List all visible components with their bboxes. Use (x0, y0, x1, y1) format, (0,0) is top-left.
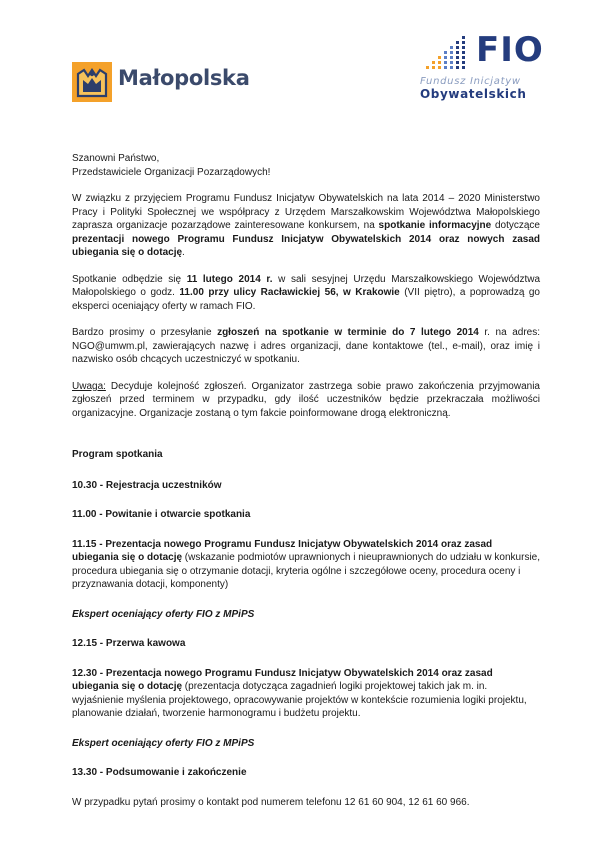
p2-text: Spotkanie odbędzie się (72, 273, 187, 285)
paragraph-note (72, 380, 540, 421)
note-text: Decyduje kolejność zgłoszeń. Organizator zastrzega sobie prawo zakończenia przyjmowania zgłoszeń przed terminem w przypadku, gdy ilość uczestników będzie przekraczała możliwości organizacyjne. Organizacje zostaną o tym fakcie poinformowane drogą elektroniczną. (72, 380, 540, 419)
program-item-3-text: (wskazanie podmiotów uprawnionych i nieuprawnionych do udziału w konkursie, procedura ubiegania się o otrzymanie dotacji, kryteria ogólne i szczegółowe oceny, procedura oceny i przyznawania dotacji, komponenty) (72, 552, 540, 590)
fio-tagline-line1: Fundusz Inicjatyw (420, 76, 521, 87)
program-item-presentation-1 (72, 538, 540, 592)
p2-text-2: w sali sesyjnej Urzędu Marszałkowskiego Województwa Małopolskiego o godz. (72, 273, 541, 298)
paragraph-date-place (72, 273, 540, 314)
program-item-1-text: 10.30 - Rejestracja uczestników (72, 479, 222, 491)
greeting-line-1: Szanowni Państwo, (72, 153, 160, 164)
note-label: Uwaga: (72, 380, 106, 392)
program-item-coffee-break (72, 637, 540, 651)
program-item-5-text: (prezentacja dotycząca zagadnień logiki projektowej takich jak m. in. wyjaśnienie myślenia projektowego, opracowywanie projektów w kontekście rozumienia logiki projektu, planowanie działań, tworzenie harmonogramu i budżetu projektu. (72, 681, 527, 719)
program-item-2-text: 11.00 - Powitanie i otwarcie spotkania (72, 509, 251, 520)
program-heading: Program spotkania (72, 449, 163, 460)
fio-wordmark: FIO (476, 30, 544, 70)
program-item-4-text: 12.15 - Przerwa kawowa (72, 638, 186, 649)
program-expert-2: Ekspert oceniający oferty FIO z MPiPS (72, 737, 255, 749)
program-expert-1: Ekspert oceniający oferty FIO z MPiPS (72, 608, 255, 620)
p3-text: Bardzo prosimy o przesyłanie (72, 327, 218, 338)
paragraph-invitation (72, 192, 540, 260)
p1-text: W związku z przyjęciem Programu Fundusz Inicjatyw Obywatelskich na lata 2014 – 2020 Ministerstwo Pracy i Polityki Społecznej we współpracy z Urzędem Marszałkowskim Województwa Małopolskiego zaprasza organizacje pozarządowe zainteresowane konkursem, na (72, 193, 540, 231)
program-item-summary (72, 766, 540, 780)
program-item-registration (72, 479, 540, 493)
p2-text-3: (VII piętro), a poprowadzą go eksperci oceniający oferty w ramach FIO. (72, 287, 540, 312)
p1-text-2: dotyczące (491, 220, 540, 231)
p3-bold-deadline: zgłoszeń na spotkanie w terminie do 7 lutego 2014 (217, 327, 479, 338)
fio-dots-icon (424, 36, 472, 72)
program-item-welcome (72, 508, 540, 522)
program-item-presentation-2 (72, 667, 540, 721)
malopolska-emblem-icon (72, 62, 112, 102)
paragraph-registration (72, 326, 540, 367)
letter-body (72, 152, 540, 809)
p3-text-2: r. na adres: NGO@umwm.pl, zawierających nazwę i adres organizacji, dane kontaktowe (tel., e-mail), oraz imię i nazwisko osób chcących uczestniczyć w spotkaniu. (72, 327, 540, 365)
p1-period: . (182, 247, 185, 258)
program-item-6-text: 13.30 - Podsumowanie i zakończenie (72, 767, 247, 778)
p1-bold-meeting: spotkanie informacyjne (378, 220, 492, 231)
greeting-line-2: Przedstawiciele Organizacji Pozarządowych! (72, 166, 271, 178)
program-item-3-bold: 11.15 - Prezentacja nowego Programu Fundusz Inicjatyw Obywatelskich 2014 oraz zasad ubiegania się o dotację (72, 538, 493, 563)
p1-bold-presentation: prezentacji nowego Programu Fundusz Inicjatyw Obywatelskich 2014 oraz nowych zasad ubiegania się o dotację (72, 233, 540, 258)
malopolska-wordmark: Małopolska (118, 66, 250, 90)
p2-bold-address: 11.00 przy ulicy Racławickiej 56, w Krakowie (179, 287, 400, 298)
fio-tagline-line2: Obywatelskich (420, 87, 527, 101)
program-item-5-bold: 12.30 - Prezentacja nowego Programu Fundusz Inicjatyw Obywatelskich 2014 oraz zasad ubiegania się o dotację (72, 667, 493, 692)
p2-bold-date: 11 lutego 2014 r. (186, 273, 273, 285)
contact-line: W przypadku pytań prosimy o kontakt pod numerem telefonu 12 61 60 904, 12 61 60 966. (72, 796, 470, 808)
letterhead (0, 0, 609, 120)
